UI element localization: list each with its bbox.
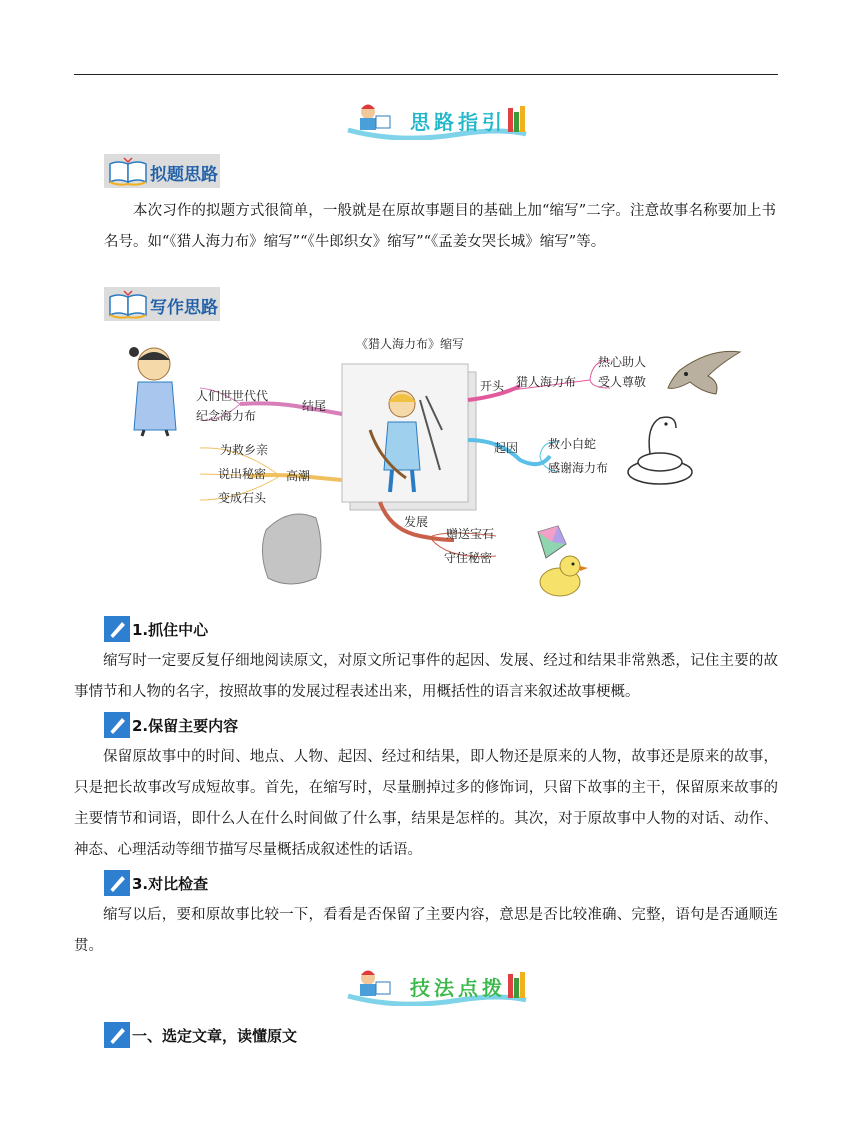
paragraph-point-2: 保留原故事中的时间、地点、人物、起因、经过和结果，即人物还是原来的人物，故事还是原来的故事，只是把长故事改写成短故事。首先，在缩写时，尽量删掉过多的修饰词，只留下故事的主干，保留原来故事的主要情节和词语，即什么人在什么时间做了什么事，结果是怎样的。其次，对于原故事中人物的对话、动作、神态、心理活动等细节描写尽量概括成叙述性的话语。 (74, 749, 778, 858)
branch-start-sub: 猎人海力布 (516, 375, 577, 389)
paragraph-point-3: 缩写以后，要和原故事比较一下，看看是否保留了主要内容，意思是否比较准确、完整，语句是否通顺连贯。 (74, 907, 778, 954)
branch-climax: 高潮 (286, 469, 311, 483)
center-title: 《猎人海力布》缩写 (356, 337, 465, 351)
pen-icon (104, 870, 130, 896)
section-writing-idea (104, 287, 220, 321)
point-title: 1.抓住中心 (132, 621, 209, 639)
branch-climax-leaf1: 为救乡亲 (220, 443, 269, 457)
open-book-icon (106, 156, 150, 186)
eagle-icon (668, 351, 740, 394)
section-title-idea (104, 154, 220, 188)
pen-icon (104, 712, 130, 738)
point-title: 一、选定文章，读懂原文 (132, 1027, 298, 1045)
branch-climax-leaf2: 说出秘密 (218, 467, 267, 481)
branch-develop-leaf2: 守住秘密 (444, 551, 493, 565)
branch-cause-leaf2: 感谢海力布 (548, 461, 609, 475)
snake-icon (628, 417, 692, 484)
thinking-child-icon (129, 347, 176, 436)
branch-ending-leaf1: 人们世世代代 (196, 389, 269, 403)
point-title: 3.对比检查 (132, 875, 209, 893)
branch-ending-leaf2: 纪念海力布 (196, 409, 257, 423)
pen-icon (104, 616, 130, 642)
branch-start-leaf2: 受人尊敬 (598, 375, 647, 389)
paragraph-point-1: 缩写时一定要反复仔细地阅读原文，对原文所记事件的起因、发展、经过和结果非常熟悉，记住主要的故事情节和人物的名字，按照故事的发展过程表述出来，用概括性的语言来叙述故事梗概。 (74, 653, 778, 700)
branch-start-leaf1: 热心助人 (598, 355, 647, 369)
mind-map-diagram (120, 330, 760, 610)
banner-guide (340, 100, 530, 140)
pen-icon (104, 1022, 130, 1048)
chick-icon (540, 556, 588, 596)
banner-title: 技法点拨 (410, 976, 506, 1000)
section-title: 写作思路 (150, 298, 218, 318)
branch-cause-leaf1: 救小白蛇 (548, 437, 597, 451)
open-book-icon (106, 289, 150, 319)
banner-title: 思路指引 (410, 110, 506, 134)
gem-icon (538, 526, 566, 558)
banner-technique (340, 966, 530, 1006)
branch-develop-leaf1: 赠送宝石 (446, 527, 495, 541)
branch-ending: 结尾 (302, 399, 327, 413)
section-title: 拟题思路 (150, 165, 218, 185)
branch-develop: 发展 (404, 515, 429, 529)
branch-cause: 起因 (494, 441, 519, 455)
story-mind-map (120, 330, 760, 610)
rock-icon (262, 514, 321, 584)
point-title: 2.保留主要内容 (132, 717, 239, 735)
branch-start: 开头 (480, 379, 505, 393)
branch-climax-leaf3: 变成石头 (218, 491, 267, 505)
header-rule (74, 74, 778, 75)
paragraph-title-idea: 本次习作的拟题方式很简单，一般就是在原故事题目的基础上加“缩写”二字。注意故事名称要加上书名号。如“《猎人海力布》缩写”“《牛郎织女》缩写”“《孟姜女哭长城》缩写”等。 (104, 203, 776, 250)
